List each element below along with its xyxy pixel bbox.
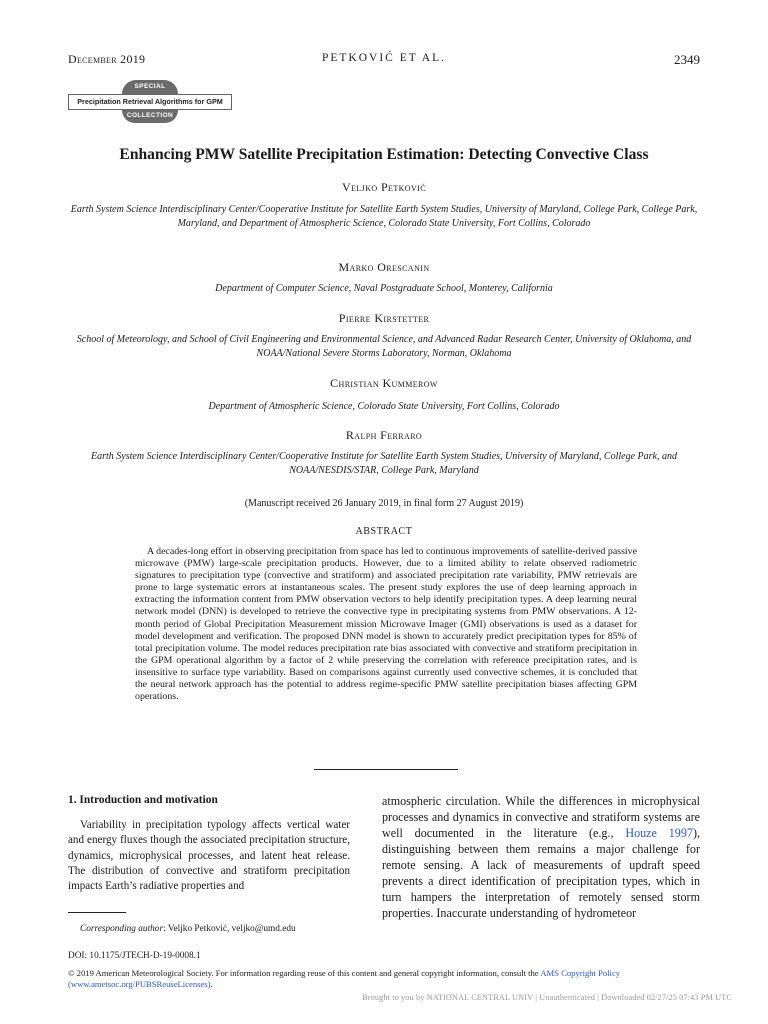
header-authors: PETKOVIĆ ET AL.	[321, 52, 447, 64]
special-collection-badge[interactable]	[68, 80, 232, 124]
author-affiliation: School of Meteorology, and School of Civil Engineering and Environmental Science, and Advanced Radar Research Center, University of Oklahoma, and NOAA/National Severe Storms Laboratory, Norman, Oklahoma	[76, 334, 692, 359]
author-affiliation: Department of Computer Science, Naval Postgraduate School, Monterey, California	[215, 283, 553, 294]
copyright-policy-link[interactable]: AMS Copyright Policy	[540, 968, 621, 978]
reuse-licenses-link[interactable]: (www.ametsoc.org/PUBSReuseLicenses)	[68, 979, 211, 989]
author-name: Veljko Petković	[342, 180, 426, 194]
corresponding-author-note	[80, 924, 296, 934]
footnote-label: Corresponding author	[80, 924, 164, 934]
paragraph-text: atmospheric circulation. While the differences in microphysical processes and dynamics in convective and stratiform systems are well documented in the literature (e.g.,	[382, 794, 700, 840]
paragraph-text: Variability in precipitation typology affects vertical water and energy fluxes though the associated precipitation structure, dynamics, microphysical processes, and latent heat release. The distribution of convective and stratiform precipitation impacts Earth’s radiative properties and	[68, 819, 350, 893]
section-divider	[314, 769, 458, 770]
intro-paragraph-left	[68, 818, 350, 894]
author-name: Christian Kummerow	[330, 376, 438, 390]
author-name: Ralph Ferraro	[345, 428, 423, 442]
download-watermark: Brought to you by NATIONAL CENTRAL UNIV | Unauthenticated | Downloaded 02/27/25 07:43 PM UTC	[362, 993, 732, 1002]
author-affiliation: Department of Atmospheric Science, Colorado State University, Fort Collins, Colorado	[208, 401, 560, 412]
abstract-heading: ABSTRACT	[355, 526, 413, 537]
copyright-notice	[68, 968, 708, 990]
manuscript-dates: (Manuscript received 26 January 2019, in final form 27 August 2019)	[244, 498, 524, 509]
section-heading: 1. Introduction and motivation	[68, 794, 218, 806]
page-number: 2349	[674, 52, 700, 67]
badge-collection-name: Precipitation Retrieval Algorithms for GPM	[68, 94, 232, 110]
doi: DOI: 10.1175/JTECH-D-19-0008.1	[68, 951, 201, 961]
copyright-end: .	[210, 979, 213, 989]
author-name: Pierre Kirstetter	[338, 311, 430, 325]
copyright-text: © 2019 American Meteorological Society. For information regarding reuse of this content and general copyright information, consult the	[68, 968, 541, 978]
abstract-text: A decades-long effort in observing precipitation from space has led to continuous improvements of satellite-derived passive microwave (PMW) large-scale precipitation products. However, due to a limited ability to relate observed radiometric signatures to precipitation type (convective and stratiform) and associated precipitation rate variability, PMW retrievals are prone to large systematic errors at instantaneous scales. The present study explores the use of deep learning approach in extracting the information content from PMW observation vectors to help identify precipitation types. A deep learning neural network model (DNN) is developed to retrieve the convective type in precipitating systems from PMW observations. A 12-month period of Global Precipitation Measurement mission Microwave Imager (GMI) observations is used as a dataset for model development and verification. The proposed DNN model is shown to accurately predict precipitation types for 85% of total precipitation volume. The model reduces precipitation rate bias associated with convective and stratiform precipitation in the GPM operational algorithm by a factor of 2 while preserving the correlation with reference precipitation rates, and is insensitive to surface type variability. Based on comparisons against currently used convective schemes, it is concluded that the neural network approach has the potential to address regime-specific PMW satellite precipitation biases affecting GPM operations.	[135, 546, 637, 703]
header-date: December 2019	[68, 52, 146, 66]
author-affiliation: Earth System Science Interdisciplinary Center/Cooperative Institute for Satellite Earth System Studies, University of Maryland, College Park, and NOAA/NESDIS/STAR, College Park, Maryland	[91, 451, 677, 476]
intro-paragraph-right	[382, 793, 700, 921]
footnote-text: : Veljko Petković, veljko@umd.edu	[163, 924, 296, 934]
author-affiliation: Earth System Science Interdisciplinary Center/Cooperative Institute for Satellite Earth System Studies, University of Maryland, College Park, College Park, Maryland, and Department of Atmospheric Science, Colorado State University, Fort Collins, Colorado	[70, 204, 698, 229]
citation-link[interactable]: Houze 1997	[625, 826, 693, 840]
author-name: Marko Orescanin	[338, 260, 430, 274]
badge-bottom-label: COLLECTION	[122, 110, 178, 123]
paper-title: Enhancing PMW Satellite Precipitation Estimation: Detecting Convective Class	[119, 146, 649, 163]
badge-top-label: SPECIAL	[122, 80, 178, 94]
paragraph-text: ), distinguishing between them remains a major challenge for remote sensing. A lack of measurements of updraft speed prevents a direct identification of precipitation types, which in turn hampers the interpretation of remotely sensed storm properties. Inaccurate understanding of hydrometeor	[382, 826, 701, 920]
footnote-divider	[68, 912, 126, 913]
